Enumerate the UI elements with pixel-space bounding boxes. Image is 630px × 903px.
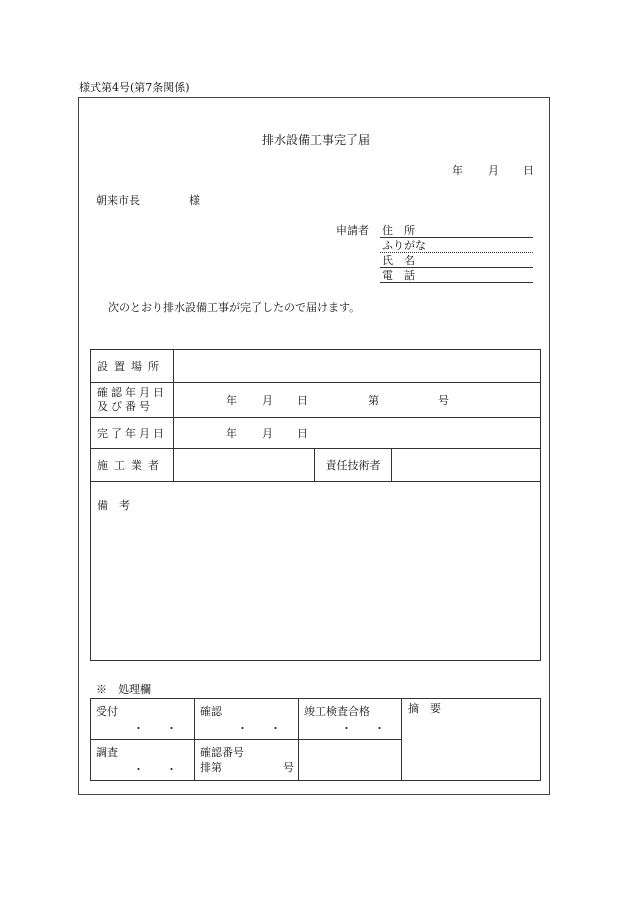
- engineer-field[interactable]: [392, 449, 541, 482]
- confirm-label: 確認: [200, 705, 222, 718]
- contractor-label: 施工業者: [97, 459, 165, 472]
- form-number: 様式第4号(第7条関係): [79, 81, 190, 94]
- engineer-label: 責任技術者: [325, 459, 381, 472]
- complete-month: 月: [262, 427, 273, 440]
- form-title: 排水設備工事完了届: [262, 133, 371, 147]
- row-complete: [91, 418, 541, 449]
- location-label: 設置場所: [97, 360, 165, 373]
- location-field[interactable]: [174, 350, 541, 383]
- confirm-no-cell[interactable]: [195, 740, 299, 781]
- survey-cell[interactable]: [91, 740, 195, 781]
- name-line: [380, 267, 533, 268]
- row-contractor: [91, 449, 541, 482]
- processing-mark: ※ 処理欄: [96, 683, 151, 696]
- confirm-go: 号: [438, 394, 449, 407]
- applicant-furigana-label: ふりがな: [382, 239, 426, 252]
- confirm-dots: ・ ・: [237, 722, 281, 735]
- date-day: 日: [523, 164, 534, 177]
- addressee-honorific: 様: [189, 194, 200, 207]
- empty-cell[interactable]: [299, 740, 402, 781]
- confirm-day: 日: [297, 394, 308, 407]
- row-location: [91, 350, 541, 383]
- go-label: 号: [283, 761, 294, 774]
- confirm-label-1: 確認年月日: [97, 386, 167, 399]
- complete-field[interactable]: [174, 418, 541, 449]
- summary-cell[interactable]: [402, 699, 541, 781]
- date-month: 月: [488, 164, 499, 177]
- complete-year: 年: [226, 427, 237, 440]
- row-remarks: [91, 482, 541, 661]
- processing-row-1: [91, 699, 541, 740]
- addressee-name: 朝来市長: [96, 194, 140, 207]
- inspection-label: 竣工検査合格: [304, 705, 370, 718]
- processing-table: [90, 698, 541, 781]
- applicant-label: 申請者: [336, 224, 369, 237]
- hai-dai-label: 排第: [200, 761, 222, 774]
- remarks-label: 備 考: [97, 499, 130, 512]
- confirm-label-2: 及び番号: [97, 400, 153, 413]
- applicant-phone-label: 電 話: [382, 269, 415, 282]
- main-table: [90, 349, 541, 661]
- confirm-month: 月: [262, 394, 273, 407]
- confirm-field[interactable]: [174, 383, 541, 418]
- remarks-field[interactable]: [91, 482, 541, 661]
- phone-line: [380, 282, 533, 283]
- inspection-cell[interactable]: [299, 699, 402, 740]
- applicant-address-label: 住 所: [382, 224, 415, 237]
- receipt-dots: ・ ・: [133, 722, 177, 735]
- address-line: [380, 237, 533, 238]
- complete-day: 日: [297, 427, 308, 440]
- confirm-dai: 第: [368, 394, 379, 407]
- furigana-line: [380, 252, 533, 253]
- statement: 次のとおり排水設備工事が完了したので届けます。: [108, 301, 361, 314]
- receipt-cell[interactable]: [91, 699, 195, 740]
- receipt-label: 受付: [96, 705, 118, 718]
- confirm-cell[interactable]: [195, 699, 299, 740]
- confirm-no-label: 確認番号: [200, 746, 244, 759]
- confirm-year: 年: [226, 394, 237, 407]
- complete-label: 完了年月日: [97, 427, 167, 440]
- survey-label: 調査: [96, 746, 118, 759]
- inspection-dots: ・ ・: [341, 722, 385, 735]
- date-year: 年: [452, 164, 463, 177]
- applicant-name-label: 氏 名: [382, 254, 415, 267]
- contractor-field[interactable]: [174, 449, 315, 482]
- survey-dots: ・ ・: [133, 763, 177, 776]
- summary-label: 摘 要: [408, 702, 441, 715]
- row-confirm: [91, 383, 541, 418]
